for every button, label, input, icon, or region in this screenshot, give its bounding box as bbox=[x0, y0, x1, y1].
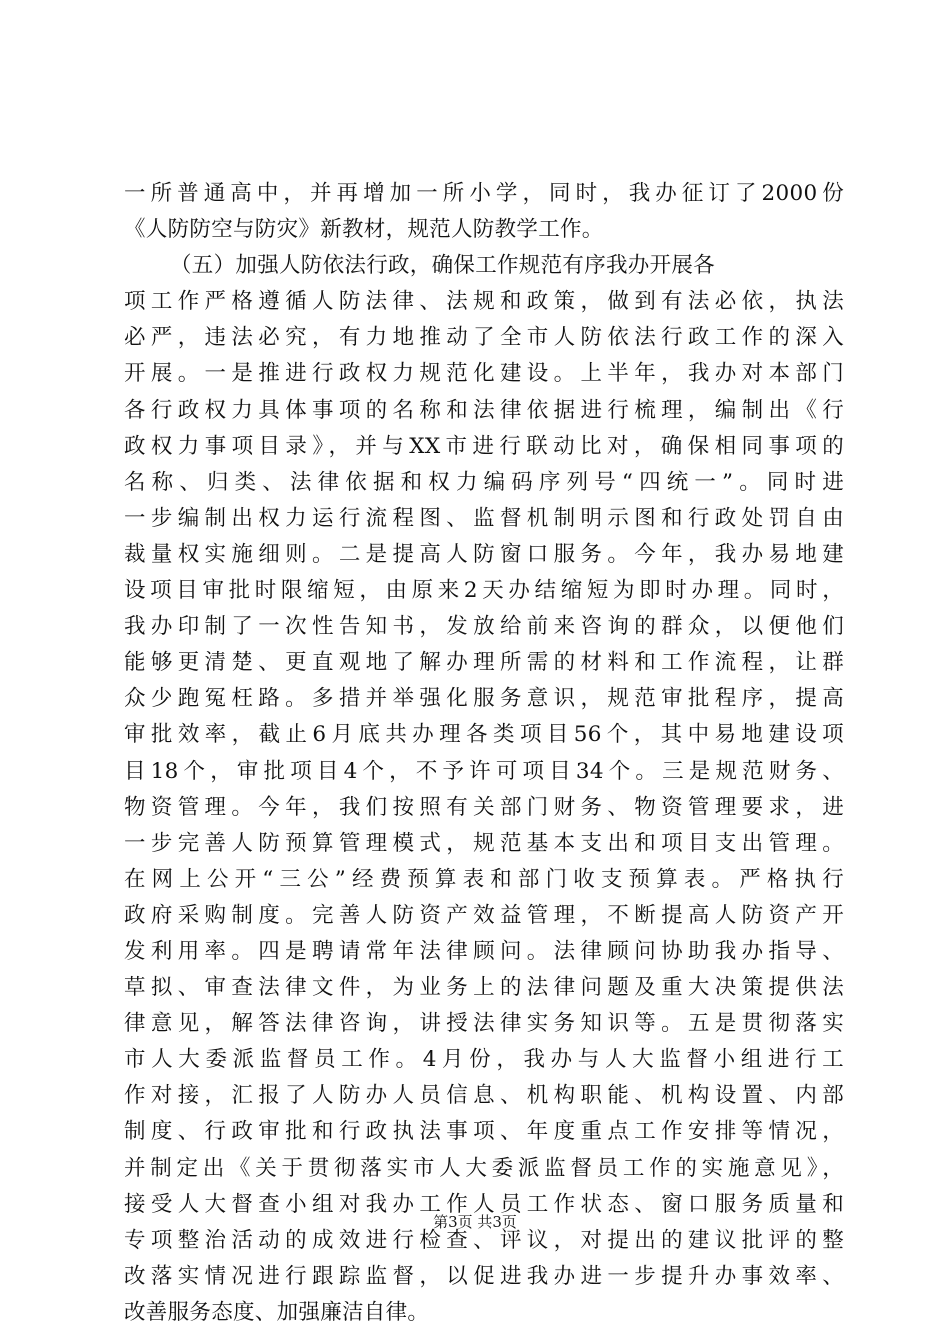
text-line: 我办印制了一次性告知书，发放给前来咨询的群众，以便他们 bbox=[124, 614, 844, 640]
text-line: 草拟、审查法律文件，为业务上的法律问题及重大决策提供法 bbox=[124, 975, 844, 1001]
text-line: 一所普通高中，并再增加一所小学，同时，我办征订了2000份 bbox=[124, 181, 844, 206]
text-line: 市人大委派监督员工作。4月份，我办与人大监督小组进行工 bbox=[124, 1047, 844, 1073]
text-line: 制度、行政审批和行政执法事项、年度重点工作安排等情况， bbox=[124, 1119, 844, 1145]
text-line: 政权力事项目录》，并与XX市进行联动比对，确保相同事项的 bbox=[124, 433, 844, 459]
text-line: 开展。一是推进行政权力规范化建设。上半年，我办对本部门 bbox=[124, 361, 844, 387]
body-text bbox=[124, 176, 844, 1331]
text-line: 一步完善人防预算管理模式，规范基本支出和项目支出管理。 bbox=[124, 830, 844, 856]
text-line: 作对接，汇报了人防办人员信息、机构职能、机构设置、内部 bbox=[124, 1083, 844, 1109]
text-line: 接受人大督查小组对我办工作人员工作状态、窗口服务质量和 bbox=[124, 1191, 844, 1217]
text-line: 众少跑冤枉路。多措并举强化服务意识，规范审批程序，提高 bbox=[124, 686, 844, 712]
text-line: 目18个，审批项目4个，不予许可项目34个。三是规范财务、 bbox=[124, 758, 844, 784]
text-line: 必严，违法必究，有力地推动了全市人防依法行政工作的深入 bbox=[124, 325, 844, 351]
paragraph-start-line: （五）加强人防依法行政，确保工作规范有序我办开展各 bbox=[170, 253, 716, 279]
text-line: 《人防防空与防灾》新教材，规范人防教学工作。 bbox=[124, 217, 604, 243]
page-number-footer: 第3页 共3页 bbox=[433, 1213, 517, 1231]
text-line: 项工作严格遵循人防法律、法规和政策，做到有法必依，执法 bbox=[124, 289, 844, 315]
text-line: 各行政权力具体事项的名称和法律依据进行梳理，编制出《行 bbox=[124, 397, 844, 423]
text-line: 在网上公开“三公”经费预算表和部门收支预算表。严格执行 bbox=[124, 866, 844, 892]
text-line: 裁量权实施细则。二是提高人防窗口服务。今年，我办易地建 bbox=[124, 541, 844, 567]
text-line: 发利用率。四是聘请常年法律顾问。法律顾问协助我办指导、 bbox=[124, 938, 844, 964]
text-line: 改落实情况进行跟踪监督，以促进我办进一步提升办事效率、 bbox=[124, 1263, 844, 1289]
text-line: 律意见，解答法律咨询，讲授法律实务知识等。五是贯彻落实 bbox=[124, 1011, 844, 1037]
text-line: 审批效率，截止6月底共办理各类项目56个，其中易地建设项 bbox=[124, 722, 844, 748]
text-line: 一步编制出权力运行流程图、监督机制明示图和行政处罚自由 bbox=[124, 505, 844, 531]
text-line: 物资管理。今年，我们按照有关部门财务、物资管理要求，进 bbox=[124, 794, 844, 820]
text-line: 名称、归类、法律依据和权力编码序列号“四统一”。同时进 bbox=[124, 469, 844, 495]
text-line: 政府采购制度。完善人防资产效益管理，不断提高人防资产开 bbox=[124, 902, 844, 928]
text-line: 能够更清楚、更直观地了解办理所需的材料和工作流程，让群 bbox=[124, 650, 844, 676]
text-line: 专项整治活动的成效进行检查、评议，对提出的建议批评的整 bbox=[124, 1227, 844, 1253]
text-line: 设项目审批时限缩短，由原来2天办结缩短为即时办理。同时， bbox=[124, 578, 844, 604]
paragraph-end-line: 改善服务态度、加强廉洁自律。 bbox=[124, 1299, 430, 1325]
text-line: 并制定出《关于贯彻落实市人大委派监督员工作的实施意见》， bbox=[124, 1155, 844, 1181]
